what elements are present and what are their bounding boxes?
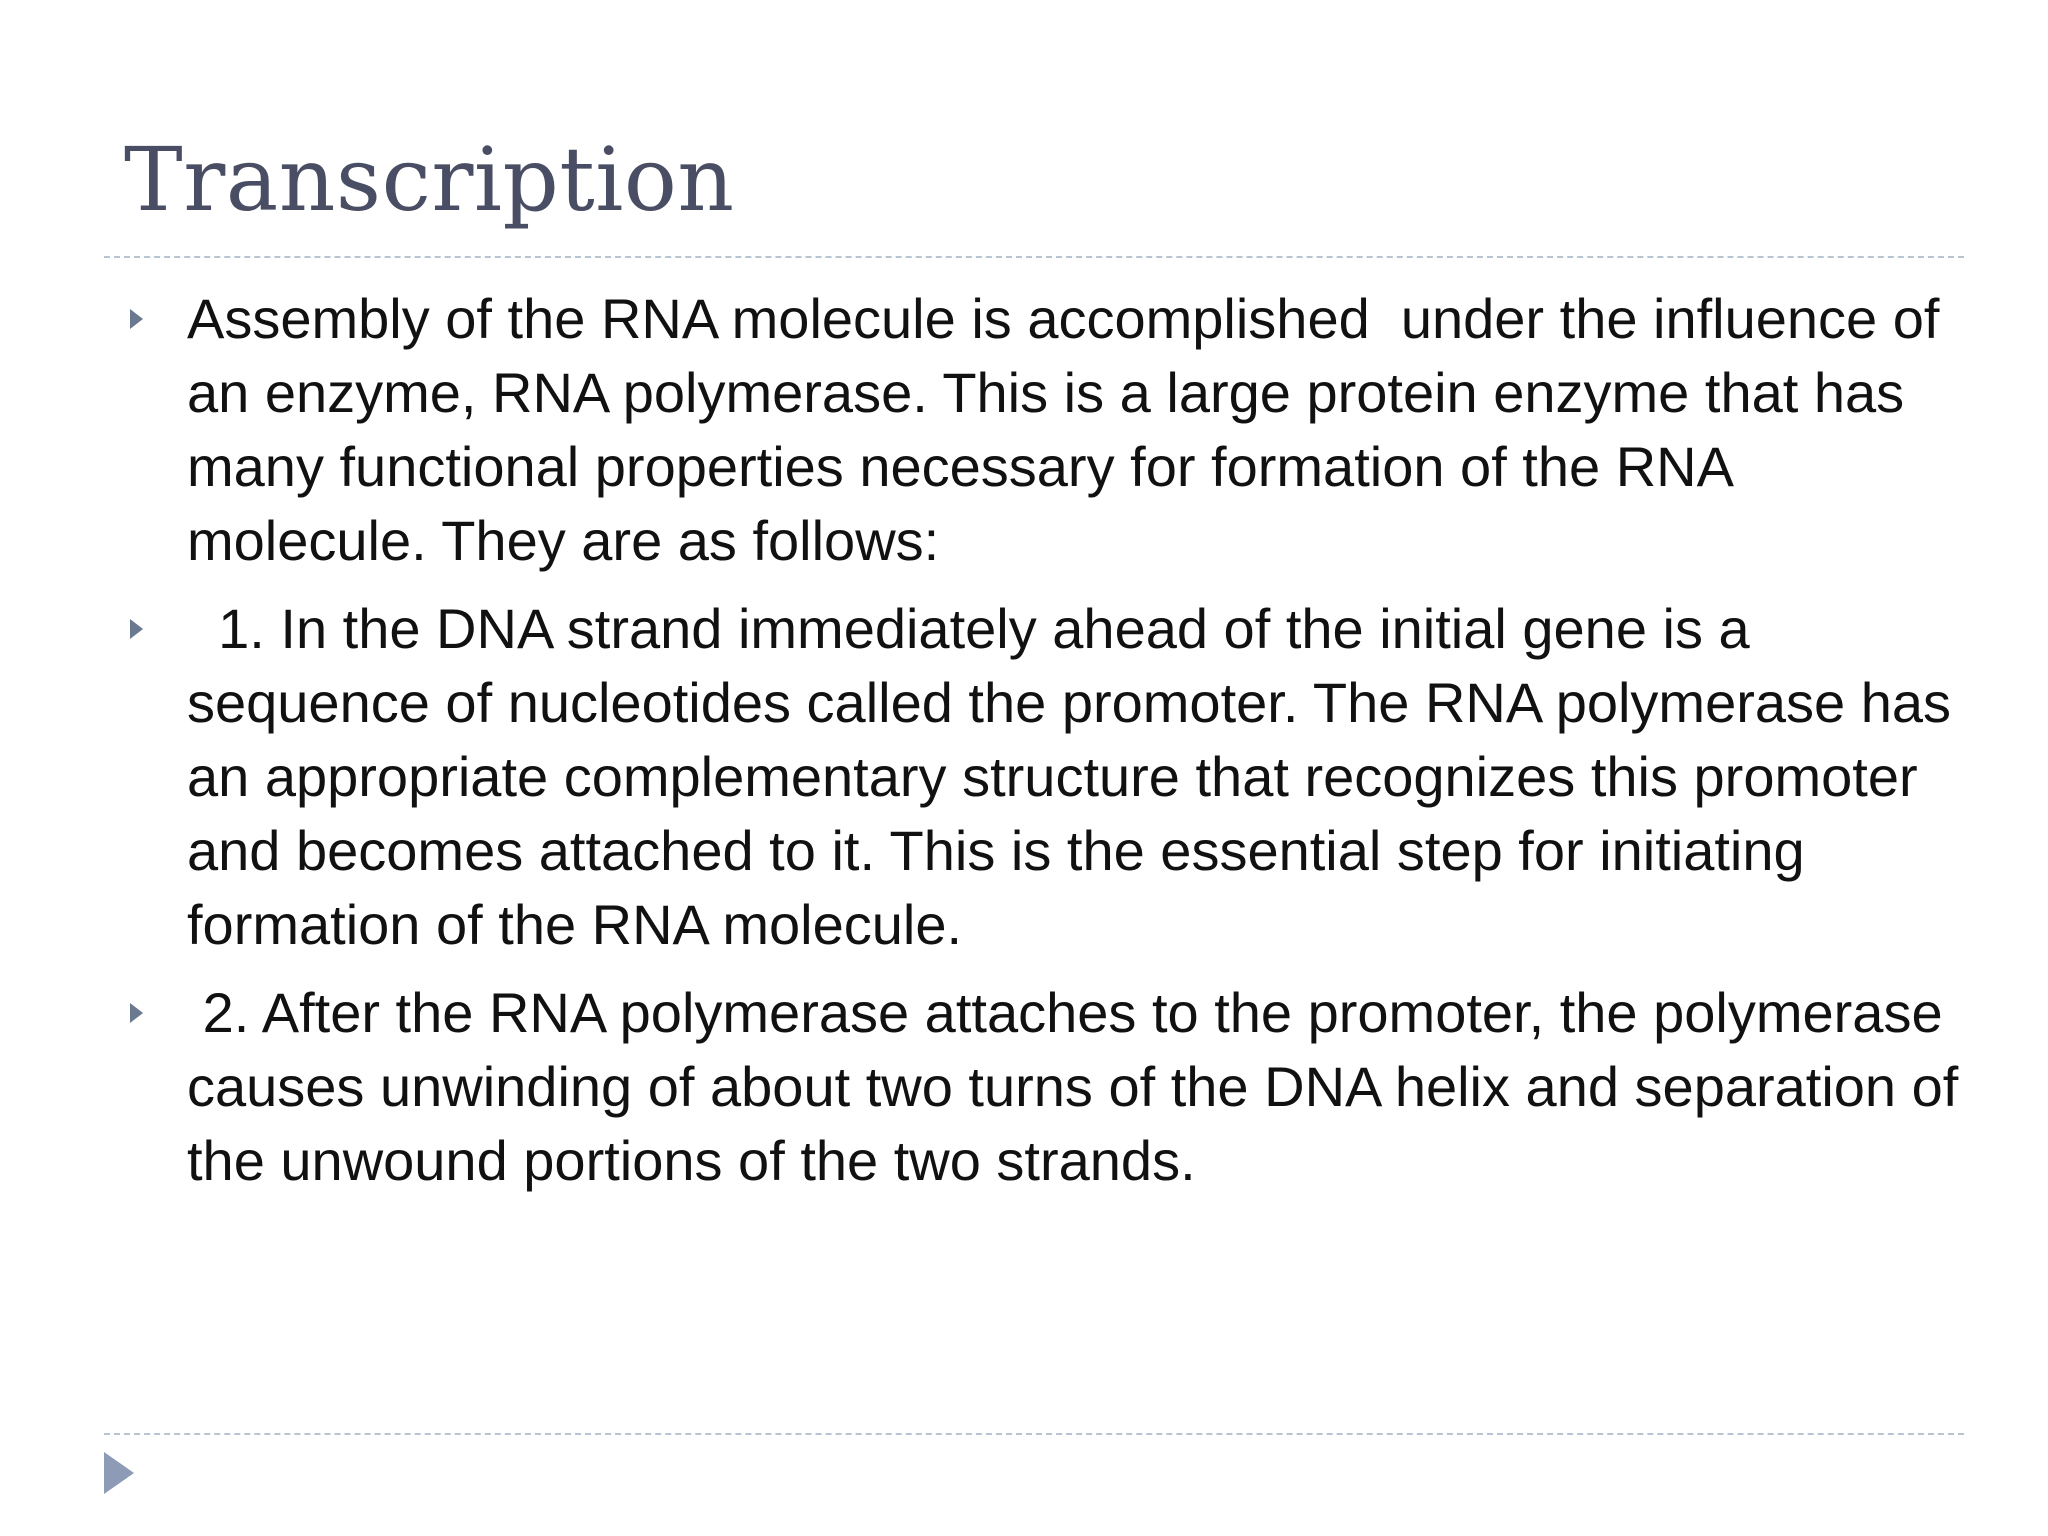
title-divider bbox=[104, 256, 1964, 258]
triangle-right-icon bbox=[130, 1003, 143, 1023]
bullet-text: 1. In the DNA strand immediately ahead of the initial gene is a sequence of nucleotides called the promoter. The RNA polymerase has an appropriate complementary structure that recognizes this promoter and becomes attached to it. This is the essential step for initiating formation of the RNA molecule. bbox=[187, 597, 1967, 956]
bullet-item bbox=[124, 592, 1967, 962]
triangle-right-icon bbox=[130, 619, 143, 639]
bullet-text: 2. After the RNA polymerase attaches to the promoter, the polymerase causes unwinding of about two turns of the DNA helix and separation of the unwound portions of the two strands. bbox=[187, 981, 1974, 1192]
bullet-item bbox=[124, 976, 1974, 1198]
bullet-list bbox=[124, 282, 1974, 1212]
footer-divider bbox=[104, 1433, 1964, 1435]
triangle-right-icon bbox=[130, 309, 143, 329]
bullet-item bbox=[124, 282, 1964, 578]
next-slide-arrow-icon[interactable] bbox=[104, 1452, 134, 1494]
slide-title: Transcription bbox=[124, 128, 735, 231]
bullet-text: Assembly of the RNA molecule is accomplished under the influence of an enzyme, RNA polymerase. This is a large protein enzyme that has many functional properties necessary for formation of the RNA molecule. They are as follows: bbox=[187, 287, 1956, 572]
